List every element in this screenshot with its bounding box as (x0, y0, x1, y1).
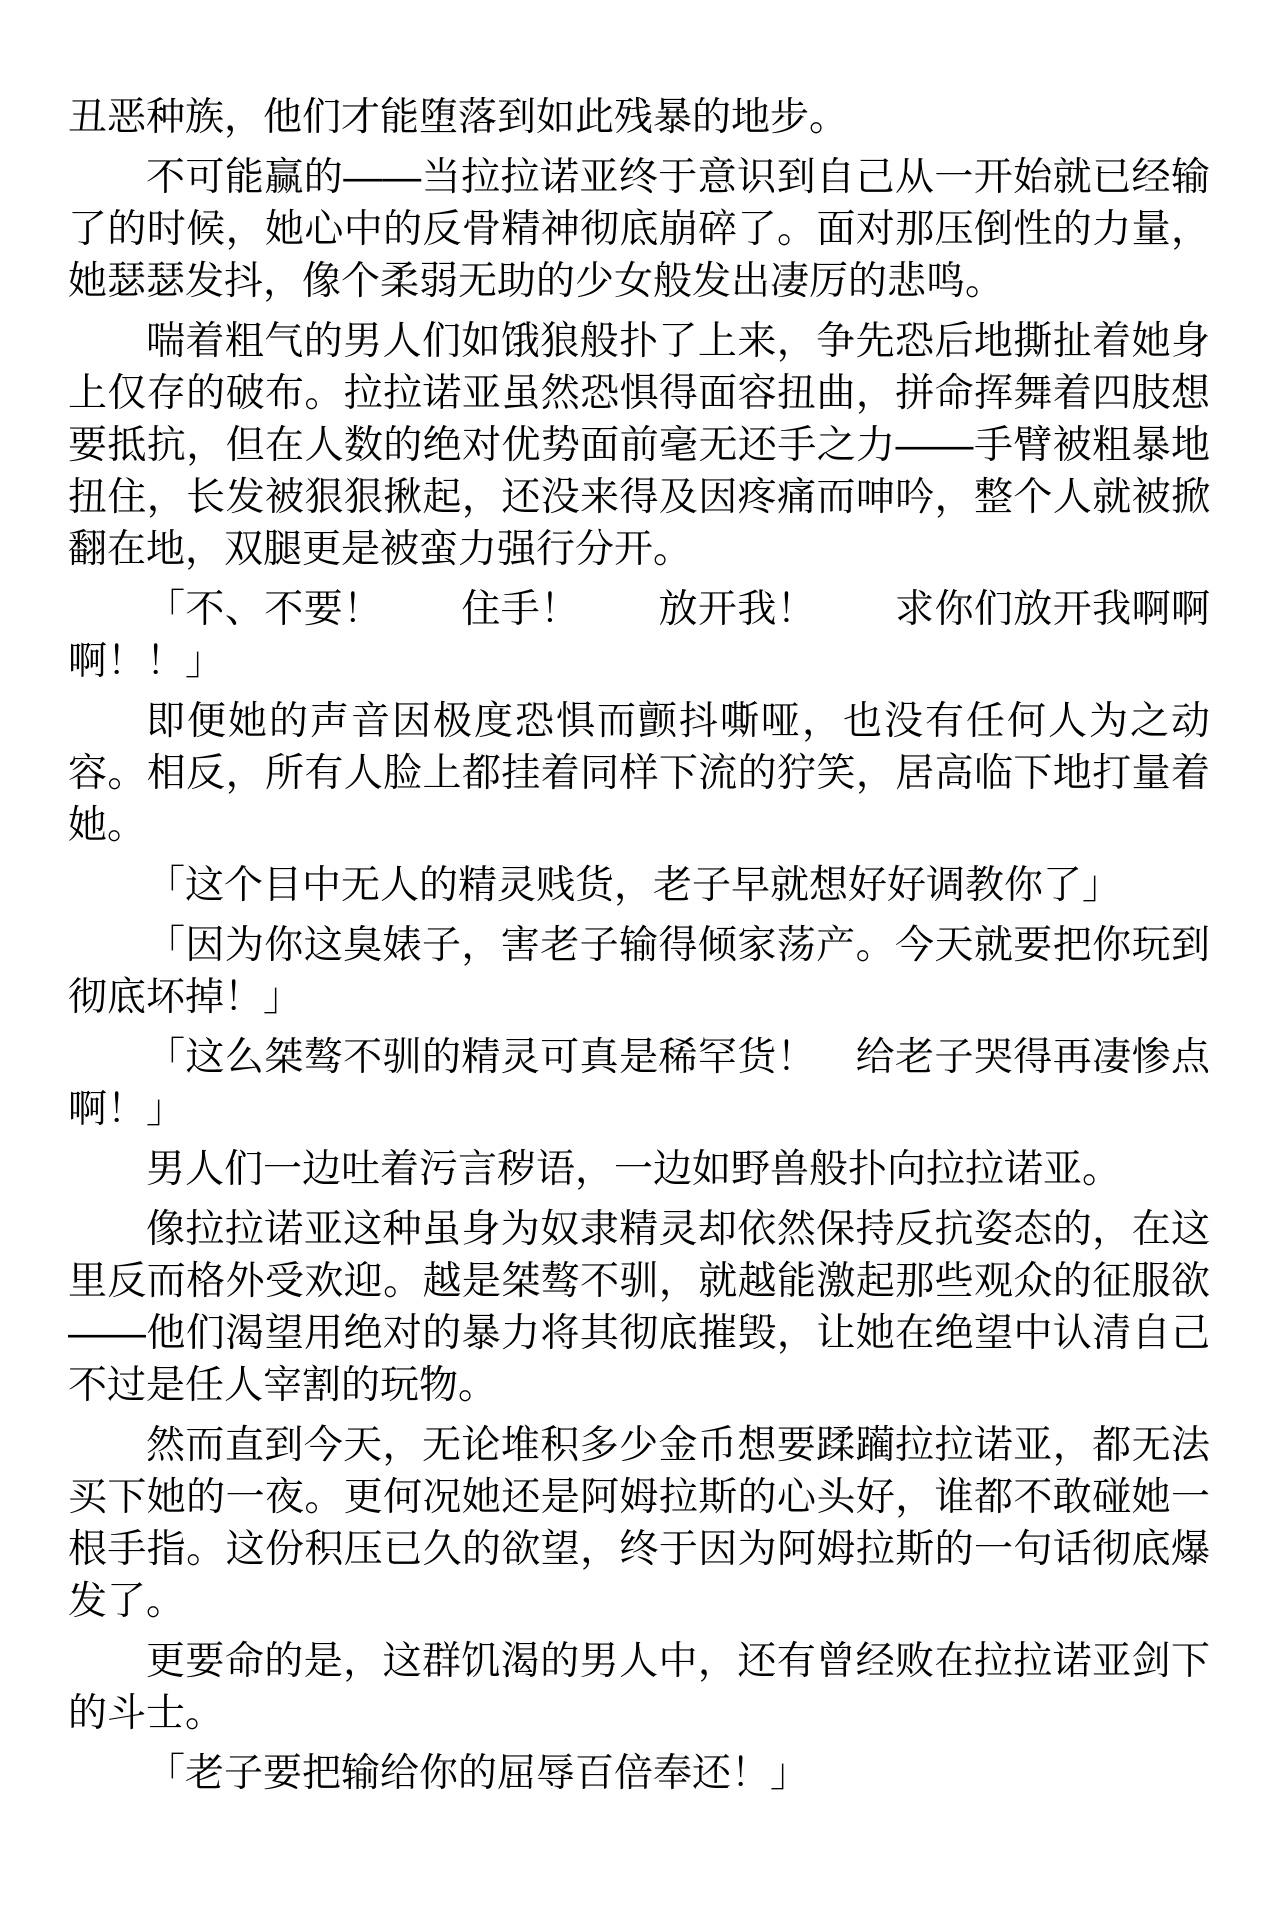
paragraph: 像拉拉诺亚这种虽身为奴隶精灵却依然保持反抗姿态的，在这里反而格外受欢迎。越是桀骜不驯，就越能激起那些观众的征服欲——他们渴望用绝对的暴力将其彻底摧毁，让她在绝望中认清自己不过是任人宰割的玩物。 (68, 1208, 1210, 1407)
novel-text-block (68, 92, 1210, 1800)
paragraph: 「因为你这臭婊子，害老子输得倾家荡产。今天就要把你玩到彻底坏掉！」 (68, 924, 1210, 1019)
paragraph: 不可能赢的——当拉拉诺亚终于意识到自己从一开始就已经输了的时候，她心中的反骨精神彻底崩碎了。面对那压倒性的力量，她瑟瑟发抖，像个柔弱无助的少女般发出凄厉的悲鸣。 (68, 156, 1210, 303)
paragraph: 男人们一边吐着污言秽语，一边如野兽般扑向拉拉诺亚。 (146, 1148, 1122, 1191)
paragraph: 「不、不要！ 住手！ 放开我！ 求你们放开我啊啊啊！！」 (68, 588, 1210, 683)
paragraph: 丑恶种族，他们才能堕落到如此残暴的地步。 (68, 96, 849, 139)
paragraph: 即便她的声音因极度恐惧而颤抖嘶哑，也没有任何人为之动容。相反，所有人脸上都挂着同样下流的狞笑，居高临下地打量着她。 (68, 700, 1210, 847)
paragraph: 「老子要把输给你的屈辱百倍奉还！」 (146, 1752, 810, 1795)
paragraph: 喘着粗气的男人们如饿狼般扑了上来，争先恐后地撕扯着她身上仅存的破布。拉拉诺亚虽然恐惧得面容扭曲，拼命挥舞着四肢想要抵抗，但在人数的绝对优势面前毫无还手之力——手臂被粗暴地扭住，长发被狠狠揪起，还没来得及因疼痛而呻吟，整个人就被掀翻在地，双腿更是被蛮力强行分开。 (68, 320, 1210, 571)
paragraph: 然而直到今天，无论堆积多少金币想要蹂躏拉拉诺亚，都无法买下她的一夜。更何况她还是阿姆拉斯的心头好，谁都不敢碰她一根手指。这份积压已久的欲望，终于因为阿姆拉斯的一句话彻底爆发了。 (68, 1424, 1210, 1623)
paragraph: 更要命的是，这群饥渴的男人中，还有曾经败在拉拉诺亚剑下的斗士。 (68, 1640, 1210, 1735)
paragraph: 「这么桀骜不驯的精灵可真是稀罕货！ 给老子哭得再凄惨点啊！」 (68, 1036, 1210, 1131)
paragraph: 「这个目中无人的精灵贱货，老子早就想好好调教你了」 (146, 864, 1122, 907)
